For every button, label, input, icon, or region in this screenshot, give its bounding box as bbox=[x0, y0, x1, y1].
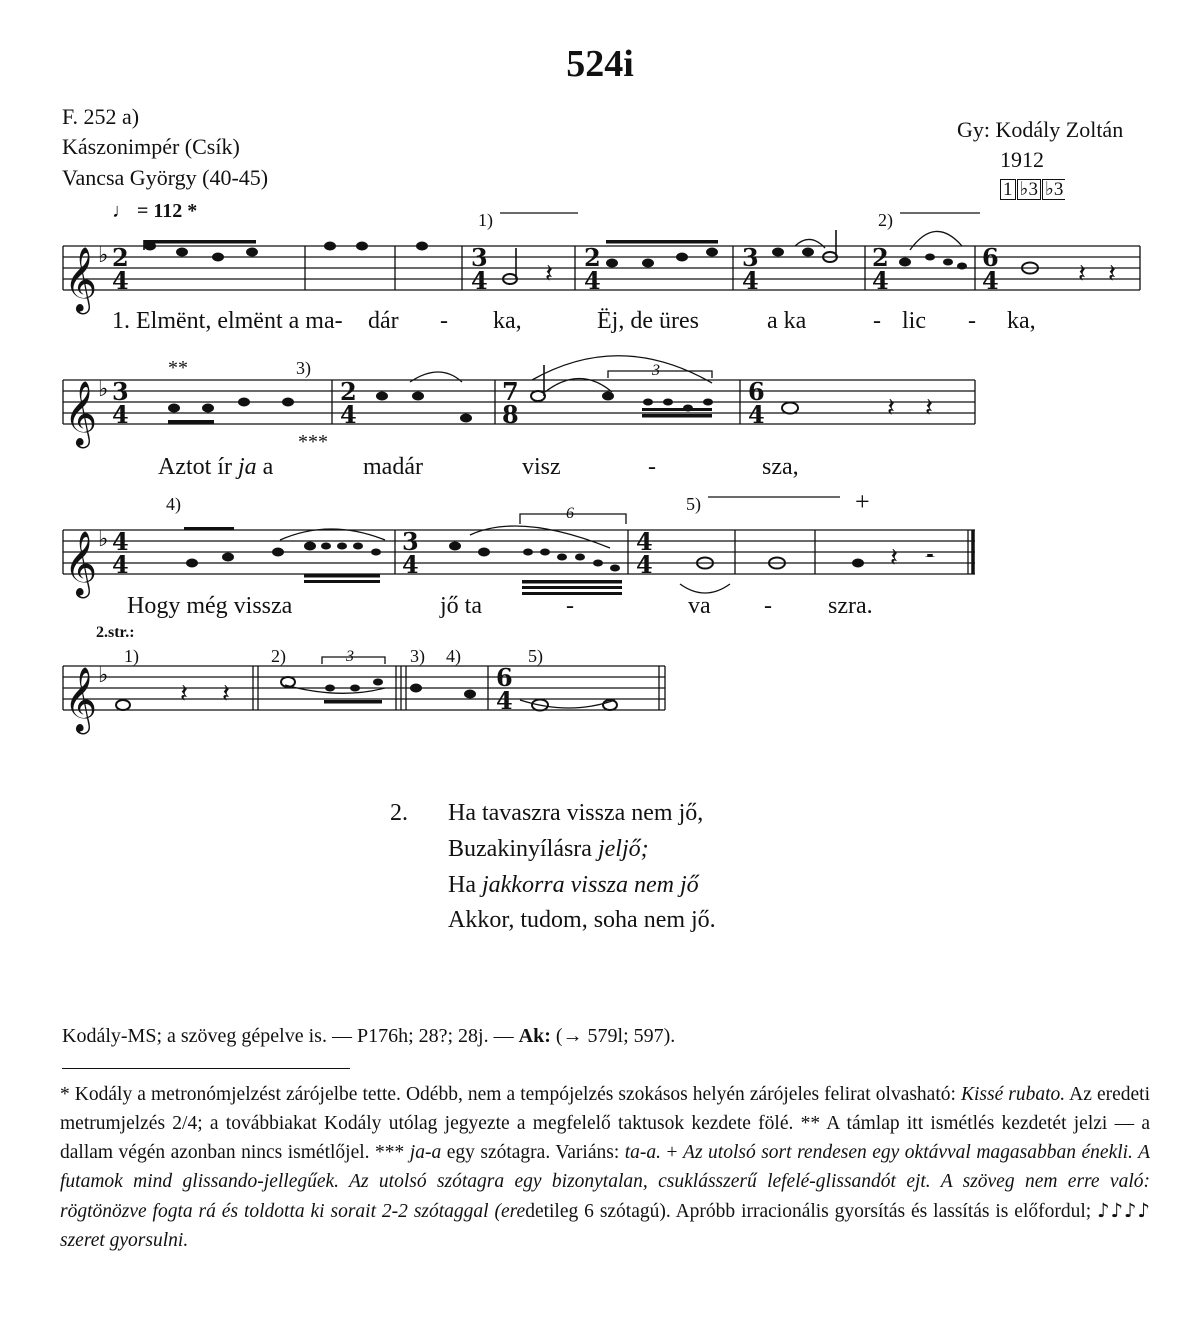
fn-12: szeret gyorsulni. bbox=[60, 1230, 189, 1251]
verse-line-2 bbox=[448, 836, 649, 863]
fn-1: * Kodály a metronómjelzést zárójelbe tette. Odébb, nem a tempójelzés szokásos helyén zárójeles felirat olvasható: bbox=[60, 1084, 961, 1105]
svg-text:2: 2 bbox=[340, 377, 357, 406]
mark-4: 4) bbox=[166, 494, 181, 514]
svg-text:4: 4 bbox=[636, 550, 653, 579]
lyric-2-b: madár bbox=[363, 454, 423, 480]
lyric-1-c: - bbox=[440, 308, 448, 334]
svg-text:4: 4 bbox=[636, 527, 653, 556]
source-text: Kodály-MS; a szöveg gépelve is. — P176h; 28?; 28j. — bbox=[62, 1025, 519, 1047]
page-title: 524i bbox=[566, 43, 634, 85]
staff-2 bbox=[63, 380, 975, 424]
verse-line-3-a: Ha bbox=[448, 872, 482, 898]
svg-text:4: 4 bbox=[112, 550, 129, 579]
staff-1 bbox=[63, 246, 1140, 290]
fn-10: detileg 6 szótagú). Apróbb irracionális gyorsítás és lassítás is előfordul; bbox=[525, 1201, 1098, 1222]
verse-line-2-a: Buzakinyílásra bbox=[448, 836, 598, 862]
svg-text:𝄽: 𝄽 bbox=[222, 679, 230, 709]
svg-text:7: 7 bbox=[502, 377, 519, 406]
svg-text:8: 8 bbox=[502, 400, 519, 429]
svg-text:6: 6 bbox=[982, 243, 999, 272]
svg-text:4: 4 bbox=[982, 266, 999, 295]
svg-text:4: 4 bbox=[112, 266, 129, 295]
mark-star2: ** bbox=[168, 357, 188, 379]
svg-text:4: 4 bbox=[112, 527, 129, 556]
svg-text:𝄽: 𝄽 bbox=[545, 259, 553, 289]
svg-text:3: 3 bbox=[112, 377, 129, 406]
lyric-1-f: a ka bbox=[767, 308, 807, 334]
lyric-1-g: - bbox=[873, 308, 881, 334]
lyric-3-b: jő ta bbox=[440, 593, 482, 619]
lyric-3-c: - bbox=[566, 593, 574, 619]
lyric-2-c: visz bbox=[522, 454, 561, 480]
lyric-3-e: - bbox=[764, 593, 772, 619]
second-strophe-label: 2.str.: bbox=[96, 624, 135, 641]
lyric-1-i: - bbox=[968, 308, 976, 334]
fn-7: + bbox=[661, 1142, 684, 1163]
svg-text:4: 4 bbox=[584, 266, 601, 295]
svg-text:4: 4 bbox=[496, 686, 513, 715]
lyric-1-j: ka, bbox=[1007, 308, 1036, 334]
treble-clef-icon-4: 𝄞 bbox=[64, 667, 98, 732]
staff-3 bbox=[63, 530, 975, 574]
source-refs: (→ 579l; 597). bbox=[550, 1025, 676, 1047]
svg-text:3: 3 bbox=[471, 243, 488, 272]
svg-text:2: 2 bbox=[112, 243, 129, 272]
svg-text:4: 4 bbox=[748, 400, 765, 429]
flat-icon-2: ♭ bbox=[98, 377, 109, 402]
triplet-1: 3 bbox=[652, 362, 660, 379]
svg-text:6: 6 bbox=[496, 663, 513, 692]
mark-3: 3) bbox=[296, 358, 311, 378]
collector: Gy: Kodály Zoltán bbox=[957, 117, 1124, 142]
singer: Vancsa György (40-45) bbox=[62, 165, 269, 190]
source-line bbox=[62, 1025, 675, 1048]
mark-plus: + bbox=[855, 487, 870, 516]
svg-text:6: 6 bbox=[748, 377, 765, 406]
svg-text:𝄽: 𝄽 bbox=[887, 393, 895, 423]
svg-text:𝄽: 𝄽 bbox=[1108, 259, 1116, 289]
fn-5: egy szótagra. Variáns: bbox=[441, 1142, 625, 1163]
verse-line-3-b: jakkorra vissza nem jő bbox=[481, 872, 699, 898]
cadence-1: 1 bbox=[1000, 179, 1016, 200]
lyric-1-b: dár bbox=[368, 308, 399, 334]
verse-line-4: Akkor, tudom, soha nem jő. bbox=[448, 907, 716, 933]
mark-4-3: 3) bbox=[410, 646, 425, 666]
fn-3: Az eredeti metrumjelzés 2/4; a továbbiakat Kodály utólag jegyezte a megfelelő taktusok kezdete fölé. ** A támlap itt ismétlés kezdetét jelzi — a dallam végén azonban nincs ismétlőjel. *** bbox=[60, 1084, 1151, 1163]
verse-line-1: Ha tavaszra vissza nem jő, bbox=[448, 800, 704, 826]
lyric-2-aa: a bbox=[256, 454, 274, 480]
flat-icon-4: ♭ bbox=[98, 663, 109, 688]
mark-2: 2) bbox=[878, 210, 893, 230]
svg-text:2: 2 bbox=[872, 243, 889, 272]
fn-2: Kissé rubato. bbox=[960, 1084, 1066, 1105]
mark-1: 1) bbox=[478, 210, 493, 230]
lyric-2-aztot: Aztot ír bbox=[158, 454, 238, 480]
cadence-3: ♭3 bbox=[1042, 179, 1065, 200]
lyric-3-a: Hogy még vissza bbox=[127, 593, 293, 619]
fn-9: ere bbox=[501, 1201, 526, 1222]
catalog-number: F. 252 a) bbox=[62, 104, 140, 129]
svg-text:𝄼: 𝄼 bbox=[925, 543, 935, 573]
treble-clef-icon-3: 𝄞 bbox=[64, 531, 98, 596]
svg-text:4: 4 bbox=[112, 400, 129, 429]
mark-4-4: 4) bbox=[446, 646, 461, 666]
lyric-1-e: Ëj, de üres bbox=[597, 308, 699, 334]
sextuplet: 6 bbox=[566, 505, 574, 522]
mark-4-1: 1) bbox=[124, 646, 139, 666]
svg-text:4: 4 bbox=[471, 266, 488, 295]
flat-icon-3: ♭ bbox=[98, 527, 109, 552]
fn-6: ta-a. bbox=[624, 1142, 662, 1163]
lyric-1-d: ka, bbox=[493, 308, 522, 334]
verse-number: 2. bbox=[390, 800, 408, 826]
lyric-1-h: lic bbox=[902, 308, 926, 334]
treble-clef-icon-1: 𝄞 bbox=[64, 247, 98, 312]
treble-clef-icon-2: 𝄞 bbox=[64, 381, 98, 446]
lyric-2-e: sza, bbox=[762, 454, 799, 480]
footnote bbox=[60, 1080, 1150, 1255]
source-ak: Ak: bbox=[518, 1025, 551, 1047]
mark-5: 5) bbox=[686, 494, 701, 514]
lyric-2-a bbox=[158, 454, 273, 481]
svg-text:𝄽: 𝄽 bbox=[1078, 259, 1086, 289]
lyric-3-d: va bbox=[688, 593, 711, 619]
svg-text:4: 4 bbox=[742, 266, 759, 295]
svg-text:4: 4 bbox=[402, 550, 419, 579]
svg-text:4: 4 bbox=[872, 266, 889, 295]
svg-text:3: 3 bbox=[742, 243, 759, 272]
svg-text:𝄽: 𝄽 bbox=[925, 393, 933, 423]
sixteenth-notes-icon: ♪♪♪♪ bbox=[1097, 1199, 1150, 1222]
svg-text:𝄽: 𝄽 bbox=[180, 679, 188, 709]
mark-4-2: 2) bbox=[271, 646, 286, 666]
lyric-2-d: - bbox=[648, 454, 656, 480]
triplet-2: 3 bbox=[346, 648, 354, 665]
tempo-marking: ♩ = 112 * bbox=[112, 200, 198, 222]
verse-line-2-b: jeljő; bbox=[597, 836, 649, 862]
verse-line-3 bbox=[448, 872, 699, 899]
lyric-1-a: 1. Elmënt, elmënt a ma- bbox=[112, 308, 343, 334]
fn-8: Az utolsó sort rendesen egy oktávval magasabban énekli. A futamok mind glissando-jellegűek. Az utolsó szótagra egy bizonytalan, csuklásszerű lefelé-glissandót ejt. A szöveg nem erre való: rögtönözve fogta rá és toldotta ki sorait 2-2 szótaggal ( bbox=[60, 1142, 1150, 1222]
flat-icon-1: ♭ bbox=[98, 243, 109, 268]
cadence-2: ♭3 bbox=[1017, 179, 1041, 200]
mark-star3: *** bbox=[298, 431, 328, 453]
location: Kászonimpér (Csík) bbox=[62, 134, 240, 159]
lyric-2-ja: ja bbox=[237, 454, 257, 480]
svg-text:2: 2 bbox=[584, 243, 601, 272]
mark-4-5: 5) bbox=[528, 646, 543, 666]
svg-text:𝄽: 𝄽 bbox=[890, 543, 898, 573]
svg-text:3: 3 bbox=[402, 527, 419, 556]
lyric-3-f: szra. bbox=[828, 593, 873, 619]
svg-text:4: 4 bbox=[340, 400, 357, 429]
fn-4: ja-a bbox=[409, 1142, 442, 1163]
footnote-divider bbox=[62, 1068, 350, 1069]
year: 1912 bbox=[1000, 147, 1044, 172]
